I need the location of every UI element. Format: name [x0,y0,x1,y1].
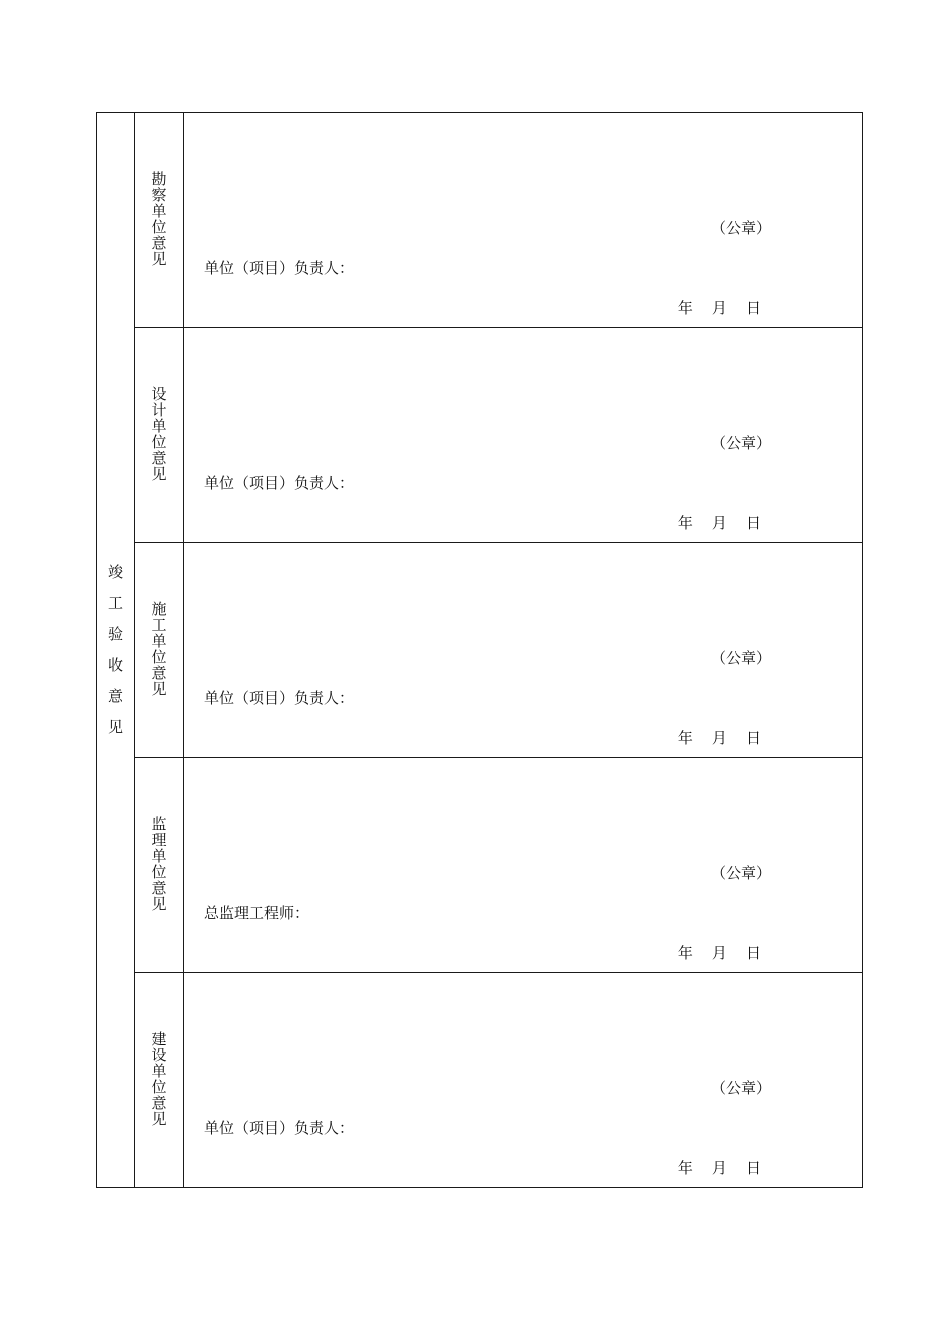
label-char: 单 [151,847,167,865]
label-char: 竣 [107,563,123,581]
section-label-cell [135,758,184,973]
section-label-cell [135,113,184,328]
label-char: 理 [151,831,167,849]
label-char: 收 [107,656,123,674]
signer-label: 单位（项目）负责人： [204,474,355,492]
section-row-construction [97,543,863,758]
label-char: 意 [151,664,167,682]
label-char: 设 [151,385,167,403]
signer-label: 单位（项目）负责人： [204,689,355,707]
date-label: 年 月 日 [677,944,761,962]
label-char: 意 [151,879,167,897]
seal-text: （公章） [710,219,771,237]
label-char: 单 [151,632,167,650]
label-char: 单 [151,417,167,435]
section-row-owner [97,973,863,1188]
opinion-cell[interactable] [184,543,863,758]
section-label [135,387,183,483]
section-row-survey [97,113,863,328]
label-char: 见 [151,680,167,698]
acceptance-opinion-table [96,112,863,1188]
label-char: 见 [151,1110,167,1128]
date-label: 年 月 日 [677,299,761,317]
seal-text: （公章） [710,434,771,452]
label-char: 计 [151,401,167,419]
section-label-cell [135,328,184,543]
section-label [135,817,183,913]
label-char: 见 [151,895,167,913]
seal-text: （公章） [710,649,771,667]
signer-label: 单位（项目）负责人： [204,259,355,277]
label-char: 见 [151,250,167,268]
opinion-cell[interactable] [184,973,863,1188]
section-row-design [97,328,863,543]
label-char: 勘 [151,170,167,188]
label-char: 位 [151,648,167,666]
label-char: 位 [151,1078,167,1096]
label-char: 工 [151,616,167,634]
section-label [135,172,183,268]
section-label-cell [135,543,184,758]
label-char: 意 [151,1094,167,1112]
section-label-cell [135,973,184,1188]
opinion-cell[interactable] [184,758,863,973]
signer-label: 单位（项目）负责人： [204,1119,355,1137]
date-label: 年 月 日 [677,1159,761,1177]
seal-text: （公章） [710,1079,771,1097]
date-label: 年 月 日 [677,729,761,747]
label-char: 建 [151,1030,167,1048]
label-char: 设 [151,1046,167,1064]
label-char: 意 [151,234,167,252]
label-char: 见 [151,465,167,483]
seal-text: （公章） [710,864,771,882]
label-char: 察 [151,186,167,204]
main-label [97,557,134,743]
signer-label: 总监理工程师： [204,904,310,922]
section-label [135,1032,183,1128]
label-char: 位 [151,433,167,451]
label-char: 位 [151,863,167,881]
opinion-cell[interactable] [184,113,863,328]
label-char: 意 [107,687,123,705]
date-label: 年 月 日 [677,514,761,532]
main-label-cell [97,113,135,1188]
label-char: 见 [107,718,123,736]
opinion-cell[interactable] [184,328,863,543]
label-char: 验 [107,625,123,643]
label-char: 单 [151,1062,167,1080]
section-row-supervision [97,758,863,973]
label-char: 施 [151,600,167,618]
label-char: 位 [151,218,167,236]
section-label [135,602,183,698]
label-char: 工 [107,594,123,612]
label-char: 意 [151,449,167,467]
label-char: 单 [151,202,167,220]
label-char: 监 [151,815,167,833]
